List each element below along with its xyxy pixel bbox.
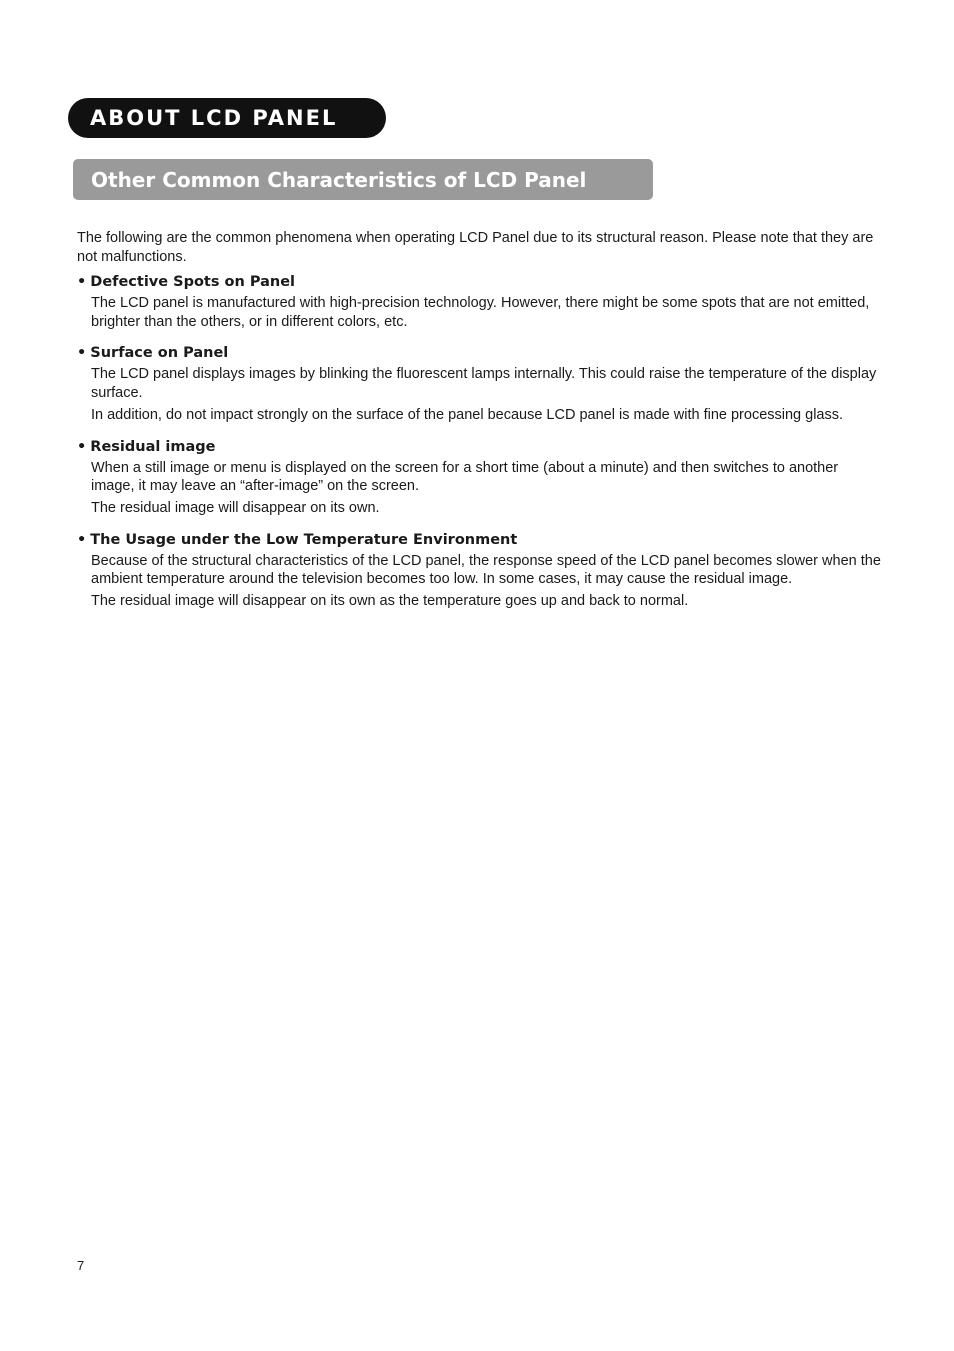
bullet-icon: • [77, 438, 87, 455]
item-heading [77, 529, 882, 551]
item-heading [77, 271, 882, 293]
section-title: Other Common Characteristics of LCD Panel [91, 167, 587, 192]
list-item-surface [77, 342, 882, 424]
item-paragraph: When a still image or menu is displayed on the screen for a short time (about a minute) and then switches to another image, it may leave an “after-image” on the screen. [91, 459, 839, 495]
intro-paragraph: The following are the common phenomena when operating LCD Panel due to its structural reason. Please note that they are not malfunctions. [77, 230, 874, 265]
list-item-residual-image [77, 436, 882, 518]
item-paragraph: Because of the structural characteristics of the LCD panel, the response speed of the LCD panel becomes slower when the ambient temperature around the television becomes too low. In some cases, it may cause the residual image. [91, 552, 881, 588]
bullet-icon: • [77, 531, 87, 548]
item-title: Defective Spots on Panel [90, 274, 296, 290]
content [77, 229, 882, 622]
item-paragraph: The residual image will disappear on its own as the temperature goes up and back to normal. [91, 593, 689, 610]
list-item-defective-spots [77, 271, 882, 331]
page-number: 7 [77, 1258, 85, 1273]
item-title: The Usage under the Low Temperature Environment [90, 531, 518, 548]
bullet-icon: • [77, 274, 87, 290]
item-heading [77, 342, 882, 364]
item-paragraph: The LCD panel is manufactured with high-precision technology. However, there might be some spots that are not emitted, brighter than the others, or in different colors, etc. [91, 295, 870, 330]
page-title: ABOUT LCD PANEL [90, 106, 338, 130]
list-item-low-temperature [77, 529, 882, 611]
item-title: Residual image [90, 438, 216, 455]
page-header [68, 98, 386, 138]
item-paragraph: The residual image will disappear on its own. [91, 499, 380, 516]
section-banner [73, 159, 653, 200]
item-paragraph: The LCD panel displays images by blinking the fluorescent lamps internally. This could raise the temperature of the display surface. [91, 366, 877, 402]
item-paragraph: In addition, do not impact strongly on the surface of the panel because LCD panel is made with fine processing glass. [91, 406, 844, 423]
bullet-icon: • [77, 345, 87, 362]
item-heading [77, 436, 882, 458]
item-title: Surface on Panel [90, 345, 229, 362]
